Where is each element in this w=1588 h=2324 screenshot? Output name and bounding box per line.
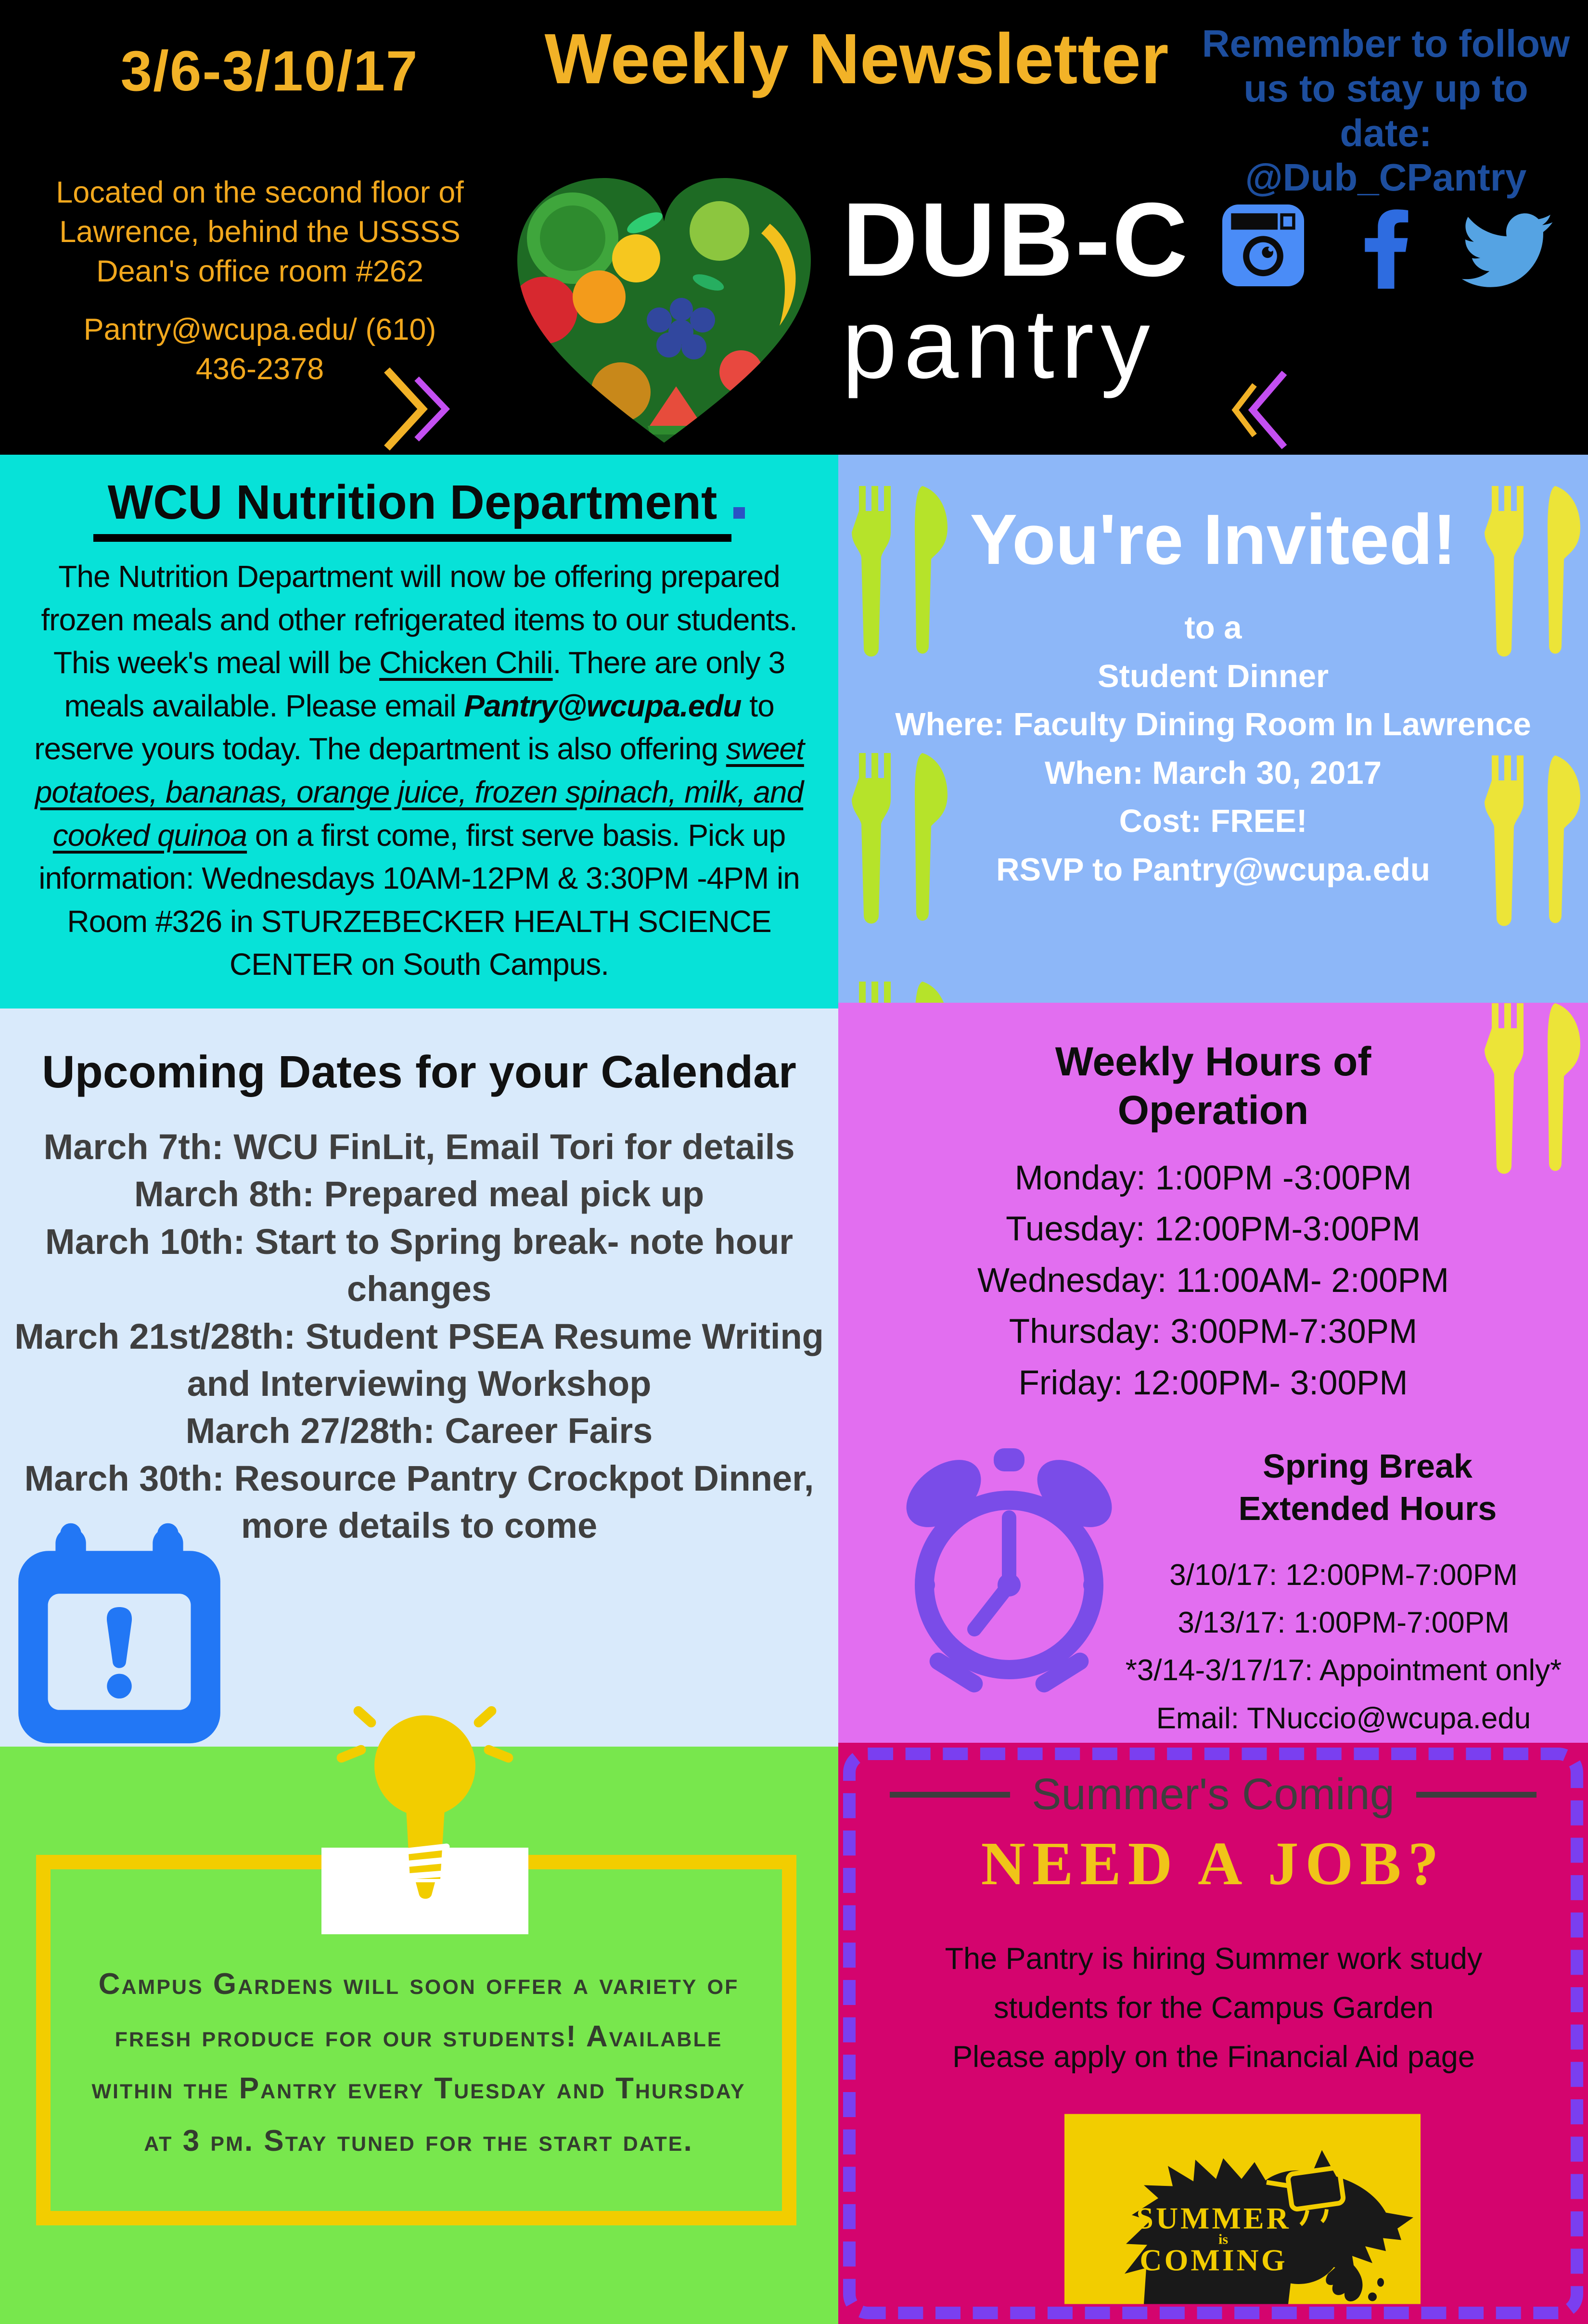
nutrition-body [24,555,815,986]
garden-announcement: Campus Gardens will soon offer a variety of fresh produce for our students! Available within the Pantry every Tuesday and Thursday at 3 pm. Stay tuned for the start date. [91,1967,746,2158]
hours-line: Friday: 12:00PM- 3:00PM [1018,1364,1408,1402]
invite-line: to a [1184,610,1242,646]
nutrition-title: WCU Nutrition Department [0,475,838,530]
summers-coming-row [838,1769,1588,1820]
offered-items: sweet potatoes, bananas, orange juice, frozen spinach, milk, and cooked quinoa [35,731,804,853]
invitation-title: You're Invited! [970,500,1457,579]
need-a-job-title: NEED A JOB? [981,1829,1446,1898]
fork-knife-icon [1483,481,1587,707]
direwolf-graphic [1064,2113,1421,2305]
invitation-section [838,455,1588,1003]
page-title: Weekly Newsletter [544,19,1169,99]
spring-hours-line: 3/10/17: 12:00PM-7:00PM [1169,1558,1518,1592]
hours-title: Weekly Hours of Operation [1055,1039,1371,1133]
decorative-line [890,1792,1010,1798]
fork-knife-icon [1483,998,1587,1225]
invite-line: Student Dinner [1097,658,1329,694]
hours-line: Tuesday: 12:00PM-3:00PM [1006,1210,1421,1249]
hiring-details [896,1934,1531,2081]
hours-section [838,1003,1588,1743]
calendar-item: March 27/28th: Career Fairs [185,1411,653,1451]
instagram-icon[interactable] [1222,204,1304,286]
calendar-item: March 30th: Resource Pantry Crockpot Dinner, more details to come [24,1458,814,1546]
follow-text: Remember to follow us to stay up to date: [1202,22,1570,154]
lightbulb-icon [321,1703,528,1934]
hours-list [838,1153,1588,1409]
location-note: Located on the second floor of Lawrence, behind the USSSS Dean's office room #262 [56,176,464,288]
summer-is-coming-image [1064,2113,1421,2305]
brand-name-bottom: pantry [842,289,1157,399]
hours-line: Thursday: 3:00PM-7:30PM [1009,1313,1418,1351]
nutrition-text: to reserve yours today. The department is also offering [34,688,774,766]
wolf-text-mid: is [1218,2231,1229,2247]
spring-break-hours [1108,1551,1579,1742]
hiring-line: The Pantry is hiring Summer work study [945,1942,1483,1976]
spring-break-title [1175,1445,1560,1530]
fork-knife-icon [850,977,954,1003]
hiring-line: Please apply on the Financial Aid page [952,2040,1475,2074]
spring-break-line: Extended Hours [1238,1489,1497,1527]
chevron-left-icon [1225,363,1292,457]
social-handle: @Dub_CPantry [1245,156,1527,199]
spring-hours-line: *3/14-3/17/17: Appointment only* [1125,1654,1562,1687]
decorative-line [1416,1792,1537,1798]
summer-job-section [838,1743,1588,2324]
follow-note [1193,22,1578,200]
twitter-icon[interactable] [1456,207,1571,289]
spring-break-line: Spring Break [1263,1447,1473,1485]
invite-line: Cost: FREE! [1119,803,1307,839]
underline-square [733,507,745,519]
nutrition-text: . There are only 3 meals available. Please email [64,645,785,723]
brand-logo [842,181,1217,399]
invite-line: Where: Faculty Dining Room In Lawrence [895,706,1531,742]
alarm-clock-icon [894,1414,1125,1727]
pantry-email: Pantry@wcupa.edu [464,688,742,723]
nutrition-text: on a first come, first serve basis. Pick up information: Wednesdays 10AM-12PM & 3:30PM -4PM in Room #326 in STURZEBECKER HEALTH SCIENCE CENTER on South Campus. [38,817,800,982]
header [0,0,1588,455]
calendar-item: March 7th: WCU FinLit, Email Tori for details [43,1127,795,1167]
nutrition-section [0,455,838,1009]
summers-coming-title: Summer's Coming [1032,1770,1395,1819]
date-range: 3/6-3/10/17 [120,39,419,103]
calendar-item: March 10th: Start to Spring break- note hour changes [45,1221,794,1309]
calendar-item: March 21st/28th: Student PSEA Resume Writing and Interviewing Workshop [14,1316,824,1404]
spring-hours-line: 3/13/17: 1:00PM-7:00PM [1178,1606,1510,1640]
invitation-details [838,604,1588,894]
nutrition-text: The Nutrition Department will now be offering prepared frozen meals and other refrigerated items to our students. This week's meal will be [41,559,797,680]
facebook-icon[interactable] [1357,202,1410,289]
brand-name-top: DUB-C [842,181,1190,298]
hiring-line: students for the Campus Garden [994,1991,1434,2025]
invite-line: When: March 30, 2017 [1044,754,1382,791]
wolf-text-bottom: COMING [1140,2243,1288,2277]
spring-hours-line: Email: TNuccio@wcupa.edu [1156,1701,1531,1735]
calendar-item: March 8th: Prepared meal pick up [134,1174,704,1214]
chevron-right-icon [380,363,457,455]
wolf-text-top: SUMMER [1136,2201,1291,2235]
contact-line: Pantry@wcupa.edu/ (610) 436-2378 [83,313,436,386]
hours-line: Monday: 1:00PM -3:00PM [1014,1159,1412,1197]
upcoming-dates-section [0,1009,838,1747]
fruit-heart-logo [496,166,832,455]
meal-name: Chicken Chili [379,645,553,680]
fork-knife-icon [1483,751,1587,977]
hours-line: Wednesday: 11:00AM- 2:00PM [977,1261,1449,1300]
upcoming-list [5,1124,833,1550]
upcoming-title: Upcoming Dates for your Calendar [42,1047,796,1098]
invite-line: RSVP to Pantry@wcupa.edu [996,851,1430,888]
